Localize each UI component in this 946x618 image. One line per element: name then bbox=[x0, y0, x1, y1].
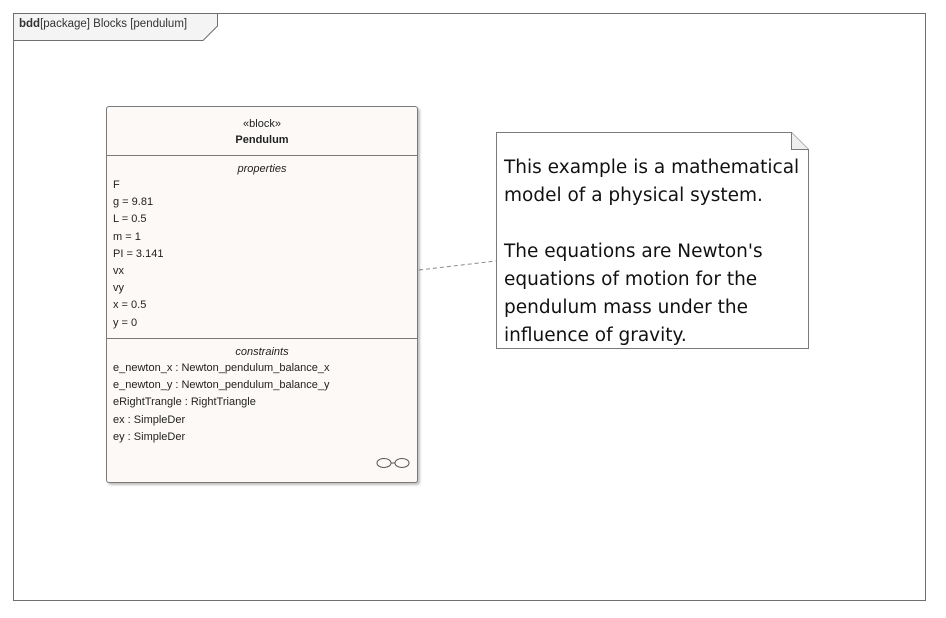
property-item[interactable]: F bbox=[113, 179, 120, 191]
property-item[interactable]: y = 0 bbox=[113, 316, 138, 329]
constraint-item[interactable]: ex : SimpleDer bbox=[113, 413, 186, 426]
property-item[interactable]: PI = 3.141 bbox=[113, 247, 164, 260]
constraint-item[interactable]: ey : SimpleDer bbox=[113, 430, 186, 443]
property-item[interactable]: vx bbox=[113, 265, 124, 278]
pendulum-block[interactable] bbox=[106, 106, 418, 483]
constraints-title: constraints bbox=[235, 346, 289, 358]
property-item[interactable]: m = 1 bbox=[113, 230, 141, 243]
property-item[interactable]: L = 0.5 bbox=[113, 213, 147, 226]
note[interactable] bbox=[496, 132, 809, 349]
frame-header: [package] Blocks [pendulum] bbox=[40, 18, 188, 30]
frame-kind: bdd bbox=[19, 18, 41, 30]
constraint-item[interactable]: e_newton_x : Newton_pendulum_balance_x bbox=[113, 362, 330, 374]
property-item[interactable]: g = 9.81 bbox=[113, 196, 154, 209]
constraint-item[interactable]: eRightTrangle : RightTriangle bbox=[113, 396, 256, 409]
note-text: This example is a mathematical model of a physical system. The equations are Newton's equations of motion for the pendulum mass under the influence of gravity. bbox=[504, 157, 800, 346]
link-icon bbox=[376, 457, 410, 469]
block-stereotype: «block» bbox=[243, 118, 281, 130]
properties-compartment bbox=[107, 156, 417, 339]
property-item[interactable]: x = 0.5 bbox=[113, 299, 147, 312]
block-name: Pendulum bbox=[235, 134, 289, 146]
constraints-compartment bbox=[107, 339, 417, 450]
constraint-item[interactable]: e_newton_y : Newton_pendulum_balance_y bbox=[113, 379, 330, 392]
property-item[interactable]: vy bbox=[113, 282, 124, 295]
properties-title: properties bbox=[237, 163, 287, 175]
block-header bbox=[107, 107, 417, 156]
